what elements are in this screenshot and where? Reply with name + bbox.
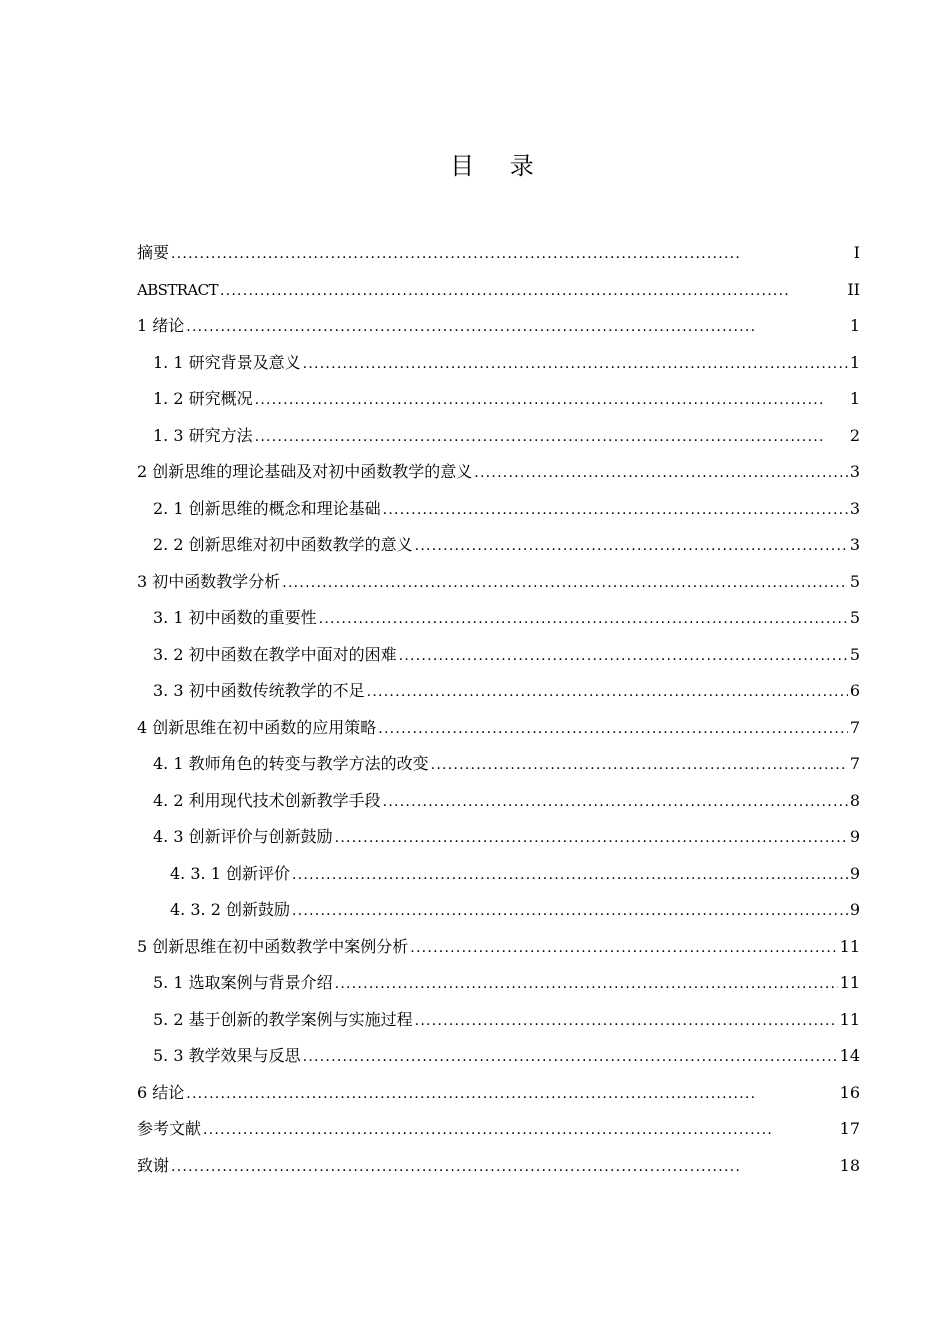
toc-entry-label: 3 初中函数教学分析 xyxy=(137,571,281,591)
toc-entry[interactable] xyxy=(137,1111,860,1148)
toc-entry-page: 16 xyxy=(839,1082,860,1102)
toc-dot-leader xyxy=(169,236,852,272)
toc-entry[interactable] xyxy=(137,272,860,309)
toc-entry-page: 18 xyxy=(839,1155,860,1175)
toc-entry-page: 5 xyxy=(849,644,860,664)
toc-entry-label: 4. 3. 1 创新评价 xyxy=(170,863,290,883)
toc-dot-leader xyxy=(381,492,848,528)
toc-dot-leader xyxy=(333,966,838,1002)
toc-entry-page: 1 xyxy=(849,316,860,335)
toc-entry-label: 致谢 xyxy=(137,1155,170,1175)
toc-dot-leader xyxy=(184,309,848,345)
toc-entry-page: 6 xyxy=(849,681,860,700)
toc-entry-label: 4. 2 利用现代技术创新教学手段 xyxy=(153,790,381,810)
toc-entry[interactable] xyxy=(137,235,860,272)
toc-entry-label: 5. 2 基于创新的教学案例与实施过程 xyxy=(153,1009,413,1029)
toc-entry[interactable] xyxy=(137,1038,860,1075)
toc-entry-label: 摘要 xyxy=(137,243,170,262)
toc-dot-leader xyxy=(333,820,848,856)
toc-entry-label: 2. 1 创新思维的概念和理论基础 xyxy=(153,498,381,518)
toc-dot-leader xyxy=(184,1076,837,1112)
toc-entry[interactable] xyxy=(137,1075,860,1112)
toc-entry-label: 4. 1 教师角色的转变与教学方法的改变 xyxy=(153,754,429,773)
toc-entry-label: 4. 3 创新评价与创新鼓励 xyxy=(153,827,333,846)
toc-dot-leader xyxy=(413,1003,838,1039)
toc-entry-label: 2 创新思维的理论基础及对初中函数教学的意义 xyxy=(137,462,473,481)
toc-entry-label: 4 创新思维在初中函数的应用策略 xyxy=(137,717,377,737)
toc-dot-leader xyxy=(218,273,845,309)
toc-entry-label: 5 创新思维在初中函数教学中案例分析 xyxy=(137,936,409,956)
toc-entry[interactable] xyxy=(137,892,860,929)
toc-entry[interactable] xyxy=(137,710,860,747)
toc-dot-leader xyxy=(317,601,848,637)
toc-entry-label: 1. 3 研究方法 xyxy=(153,425,253,445)
toc-entry-page: 7 xyxy=(849,717,860,737)
toc-entry-page: 7 xyxy=(849,754,860,773)
toc-dot-leader xyxy=(253,419,848,455)
table-of-contents xyxy=(137,235,860,1184)
toc-dot-leader xyxy=(397,638,848,674)
toc-entry[interactable] xyxy=(137,1002,860,1039)
toc-entry-label: 1. 2 研究概况 xyxy=(153,389,253,408)
toc-entry-page: 9 xyxy=(849,900,860,919)
toc-entry-label: 5. 1 选取案例与背景介绍 xyxy=(153,973,333,992)
toc-entry-label: ABSTRACT xyxy=(137,280,218,299)
toc-entry[interactable] xyxy=(137,381,860,418)
toc-entry[interactable] xyxy=(137,1148,860,1185)
toc-entry[interactable] xyxy=(137,637,860,674)
toc-entry[interactable] xyxy=(137,418,860,455)
toc-entry-label: 3. 3 初中函数传统教学的不足 xyxy=(153,681,365,700)
toc-entry[interactable] xyxy=(137,819,860,856)
toc-dot-leader xyxy=(253,382,848,418)
toc-entry-page: 8 xyxy=(849,790,860,810)
toc-entry-page: 11 xyxy=(839,1009,860,1029)
toc-dot-leader xyxy=(301,346,848,382)
toc-entry[interactable] xyxy=(137,345,860,382)
toc-entry-label: 6 结论 xyxy=(137,1082,185,1102)
toc-entry[interactable] xyxy=(137,783,860,820)
toc-dot-leader xyxy=(408,930,837,966)
toc-entry-page: 11 xyxy=(839,936,860,956)
toc-entry[interactable] xyxy=(137,564,860,601)
toc-entry-page: 3 xyxy=(849,462,860,481)
toc-title: 目 录 xyxy=(450,152,548,180)
toc-dot-leader xyxy=(472,455,848,491)
toc-entry[interactable] xyxy=(137,856,860,893)
toc-entry-label: 1. 1 研究背景及意义 xyxy=(153,352,301,372)
toc-entry-page: 1 xyxy=(849,352,860,372)
toc-dot-leader xyxy=(365,674,848,710)
toc-entry-page: 5 xyxy=(849,608,860,627)
toc-dot-leader xyxy=(201,1112,838,1148)
toc-dot-leader xyxy=(280,565,848,601)
toc-entry-page: 3 xyxy=(849,498,860,518)
toc-entry-page: 9 xyxy=(849,863,860,883)
toc-entry-page: 17 xyxy=(839,1119,860,1138)
toc-entry[interactable] xyxy=(137,673,860,710)
toc-entry-page: II xyxy=(847,279,860,299)
toc-entry-page: 11 xyxy=(839,973,860,992)
toc-entry[interactable] xyxy=(137,929,860,966)
toc-entry-page: 14 xyxy=(839,1046,860,1065)
toc-entry-page: 9 xyxy=(849,827,860,846)
toc-entry[interactable] xyxy=(137,600,860,637)
toc-entry-page: 3 xyxy=(849,535,860,554)
toc-dot-leader xyxy=(169,1149,838,1185)
toc-entry-label: 3. 2 初中函数在教学中面对的困难 xyxy=(153,644,397,664)
toc-dot-leader xyxy=(381,784,848,820)
toc-entry[interactable] xyxy=(137,491,860,528)
toc-dot-leader xyxy=(290,857,848,893)
toc-entry-label: 参考文献 xyxy=(137,1119,202,1138)
toc-entry[interactable] xyxy=(137,527,860,564)
toc-entry-label: 3. 1 初中函数的重要性 xyxy=(153,608,317,627)
toc-dot-leader xyxy=(301,1039,838,1075)
toc-entry[interactable] xyxy=(137,965,860,1002)
toc-entry-page: I xyxy=(853,243,860,262)
toc-entry-label: 2. 2 创新思维对初中函数教学的意义 xyxy=(153,535,413,554)
toc-entry-page: 5 xyxy=(849,571,860,591)
toc-entry[interactable] xyxy=(137,746,860,783)
toc-entry-page: 2 xyxy=(849,425,860,445)
toc-entry[interactable] xyxy=(137,308,860,345)
toc-entry-label: 1 绪论 xyxy=(137,316,185,335)
toc-dot-leader xyxy=(290,893,848,929)
toc-entry-label: 5. 3 教学效果与反思 xyxy=(153,1046,301,1065)
toc-dot-leader xyxy=(413,528,848,564)
toc-dot-leader xyxy=(429,747,848,783)
toc-entry-page: 1 xyxy=(849,389,860,408)
toc-entry[interactable] xyxy=(137,454,860,491)
toc-entry-label: 4. 3. 2 创新鼓励 xyxy=(170,900,290,919)
toc-dot-leader xyxy=(376,711,848,747)
